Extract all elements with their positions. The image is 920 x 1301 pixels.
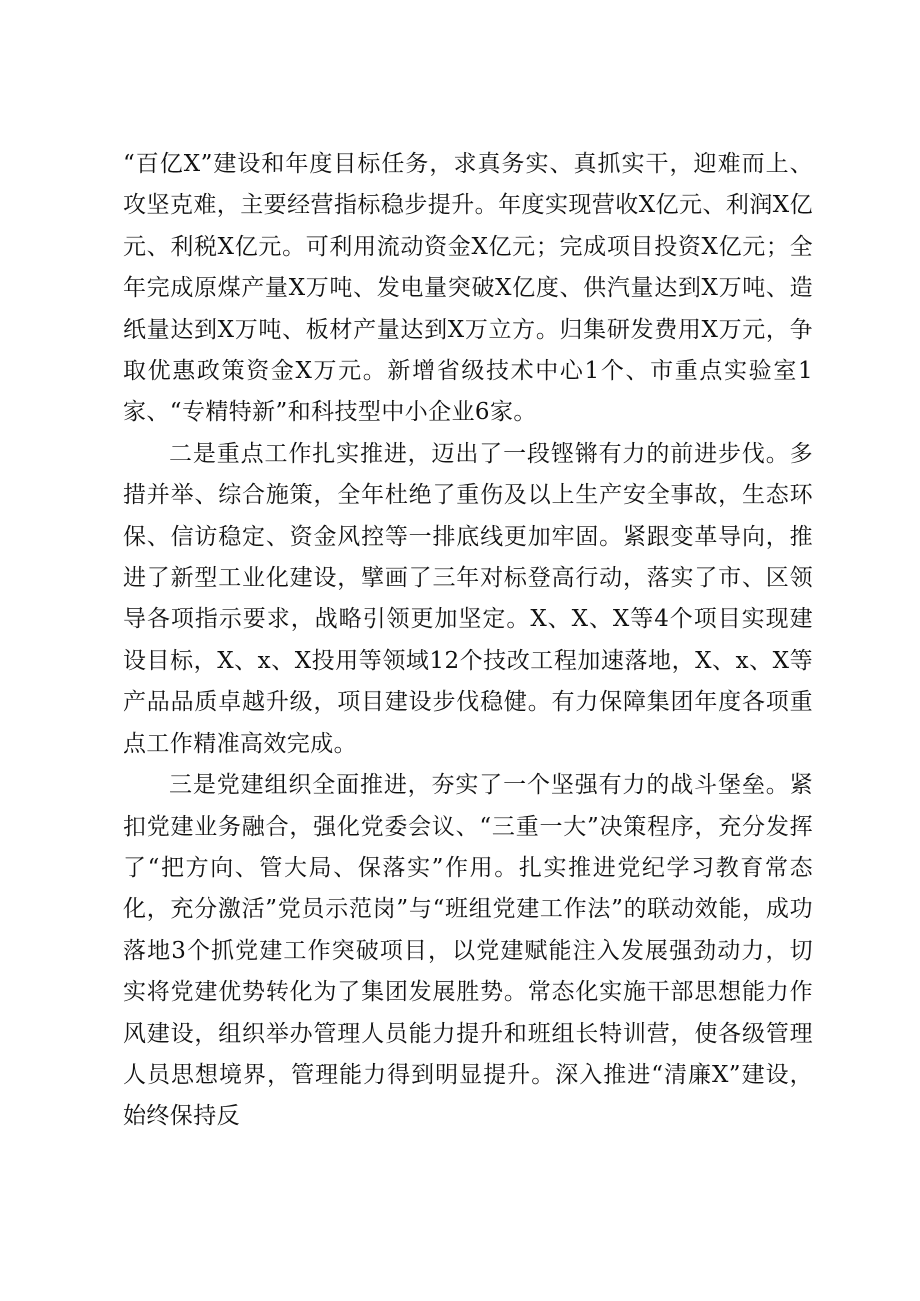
- paragraph-party-building: 三是党建组织全面推进，夯实了一个坚强有力的战斗堡垒。紧扣党建业务融合，强化党委会议、“三重一大”决策程序，充分发挥了“把方向、管大局、保落实”作用。扎实推进党纪学习教育常态化，充分激活”党员示范岗”与“班组党建工作法”的联动效能，成功落地3个抓党建工作突破项目，以党建赋能注入发展强劲动力，切实将党建优势转化为了集团发展胜势。常态化实施干部思想能力作风建设，组织举办管理人员能力提升和班组长特训营，使各级管理人员思想境界，管理能力得到明显提升。深入推进“清廉X”建设，始终保持反: [123, 772, 813, 1130]
- paragraph-key-work-progress: 二是重点工作扎实推进，迈出了一段铿锵有力的前进步伐。多措并举、综合施策，全年杜绝了重伤及以上生产安全事故，生态环保、信访稳定、资金风控等一排底线更加牢固。紧跟变革导向，推进了新型工业化建设，擘画了三年对标登高行动，落实了市、区领导各项指示要求，战略引领更加坚定。X、X、X等4个项目实现建设目标，X、x、X投用等领域12个技改工程加速落地，X、x、X等产品品质卓越升级，项目建设步伐稳健。有力保障集团年度各项重点工作精准高效完成。: [123, 440, 813, 757]
- paragraph-operating-results: “百亿X”建设和年度目标任务，求真务实、真抓实干，迎难而上、攻坚克难，主要经营指标稳步提升。年度实现营收X亿元、利润X亿元、利税X亿元。可利用流动资金X亿元；完成项目投资X亿元；全年完成原煤产量X万吨、发电量突破X亿度、供汽量达到X万吨、造纸量达到X万吨、板材产量达到X万立方。归集研发费用X万元，争取优惠政策资金X万元。新增省级技术中心1个、市重点实验室1家、“专精特新”和科技型中小企业6家。: [123, 151, 813, 426]
- document-body: [123, 144, 813, 1138]
